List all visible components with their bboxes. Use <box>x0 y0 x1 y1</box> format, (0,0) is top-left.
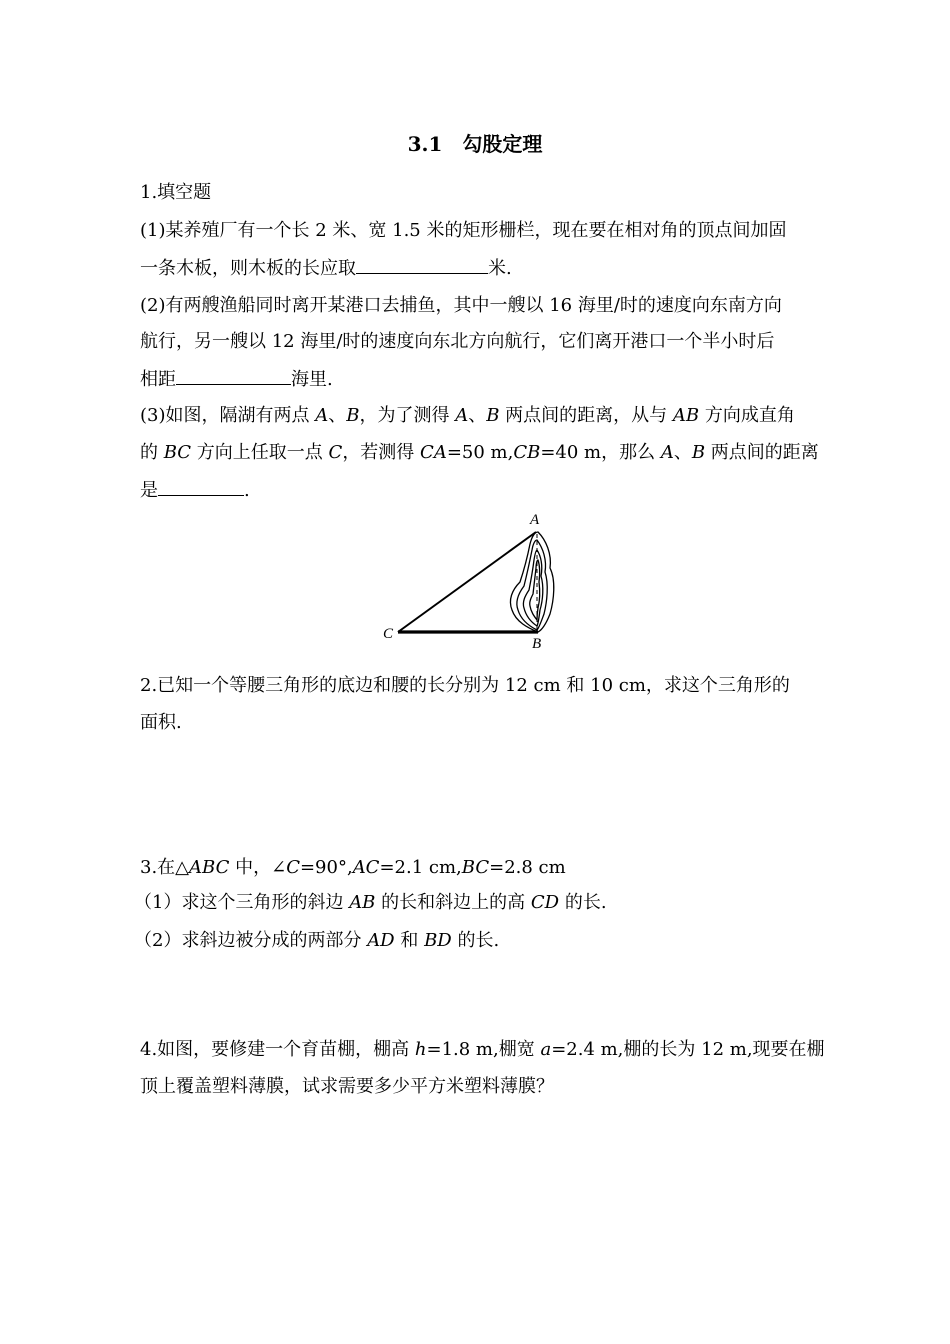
q1-1-text: 一条木板，则木板的长应取 <box>140 258 356 279</box>
q1-3-answer-blank[interactable] <box>158 477 244 496</box>
q1-3-line-3 <box>140 477 820 504</box>
q2-line-1: 2.已知一个等腰三角形的底边和腰的长分别为 12 cm 和 10 cm，求这个三角形的 <box>140 675 790 696</box>
q1-2-line-1: (2)有两艘渔船同时离开某港口去捕鱼，其中一艘以 16 海里/时的速度向东南方向 <box>140 295 782 316</box>
label-c: C <box>383 626 394 642</box>
q1-3-period: . <box>244 480 250 501</box>
q1-1-line-2 <box>140 255 820 282</box>
q3-line-3: （2）求斜边被分成的两部分 AD 和 BD 的长. <box>134 930 500 951</box>
q1-2-line-2: 航行，另一艘以 12 海里/时的速度向东北方向航行，它们离开港口一个半小时后 <box>140 331 775 352</box>
page-title: 3.1 勾股定理 <box>407 132 543 156</box>
q3-line-1: 3.在△ABC 中，∠C=90°,AC=2.1 cm,BC=2.8 cm <box>140 857 566 878</box>
q1-3-text: 是 <box>140 480 158 501</box>
q4-line-1: 4.如图，要修建一个育苗棚，棚高 h=1.8 m,棚宽 a=2.4 m,棚的长为 12 m,现要在棚 <box>140 1039 825 1060</box>
label-b: B <box>532 636 542 652</box>
q1-1-line-1: (1)某养殖厂有一个长 2 米、宽 1.5 米的矩形栅栏，现在要在相对角的顶点间加固 <box>140 220 787 241</box>
q4-line-2: 顶上覆盖塑料薄膜，试求需要多少平方米塑料薄膜？ <box>140 1076 554 1097</box>
q2-line-2: 面积. <box>140 712 182 733</box>
q1-2-unit: 海里. <box>291 369 333 390</box>
q1-1-answer-blank[interactable] <box>356 255 488 274</box>
q1-1-unit: 米. <box>488 258 512 279</box>
q1-3-line-2: 的 BC 方向上任取一点 C，若测得 CA=50 m,CB=40 m，那么 A、B 两点间的距离 <box>140 442 819 463</box>
q1-2-line-3 <box>140 366 820 393</box>
lake-triangle-figure <box>380 510 580 655</box>
q1-3-line-1: (3)如图，隔湖有两点 A、B，为了测得 A、B 两点间的距离，从与 AB 方向成直角 <box>140 405 795 426</box>
q3-line-2: （1）求这个三角形的斜边 AB 的长和斜边上的高 CD 的长. <box>134 892 607 913</box>
label-a: A <box>530 512 540 528</box>
q1-2-answer-blank[interactable] <box>176 366 291 385</box>
q1-heading: 1.填空题 <box>140 182 212 203</box>
q1-2-text: 相距 <box>140 369 176 390</box>
